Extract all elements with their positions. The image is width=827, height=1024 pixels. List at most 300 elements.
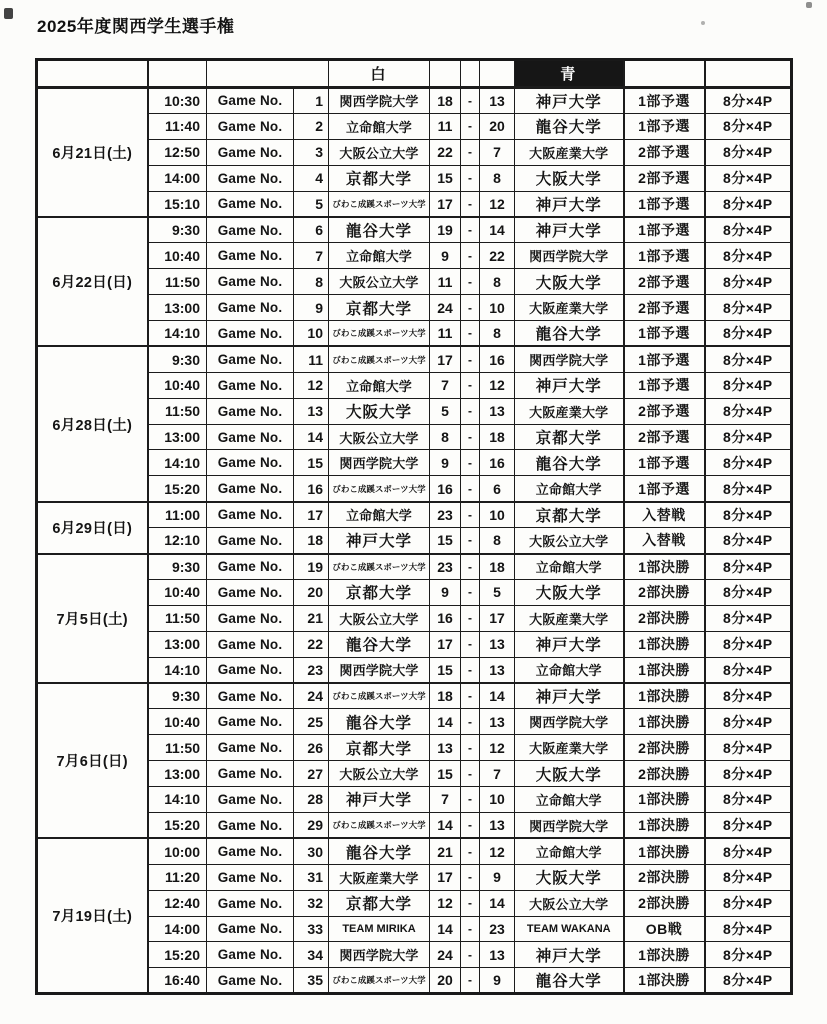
game-no-value: 22 <box>294 631 329 657</box>
blue-score-cell: 13 <box>480 88 515 114</box>
score-separator: - <box>461 787 480 813</box>
game-no-value: 13 <box>294 398 329 424</box>
round-cell: 2部決勝 <box>624 761 705 787</box>
white-score-cell: 17 <box>430 191 461 217</box>
date-cell: 6月22日(日) <box>37 217 148 346</box>
white-score-cell: 15 <box>430 165 461 191</box>
scan-artifact <box>4 8 13 19</box>
score-separator: - <box>461 709 480 735</box>
game-row <box>37 812 792 838</box>
white-team-cell: 関西学院大学 <box>329 450 430 476</box>
format-cell: 8分×4P <box>705 243 792 269</box>
game-row <box>37 631 792 657</box>
game-row <box>37 657 792 683</box>
game-no-value: 9 <box>294 295 329 321</box>
round-cell: 1部予選 <box>624 243 705 269</box>
blue-score-cell: 10 <box>480 295 515 321</box>
game-no-value: 29 <box>294 812 329 838</box>
game-no-value: 20 <box>294 579 329 605</box>
score-separator: - <box>461 631 480 657</box>
date-cell: 7月19日(土) <box>37 838 148 993</box>
game-row <box>37 683 792 709</box>
blue-team-cell: 立命館大学 <box>515 838 624 864</box>
white-team-cell: 京都大学 <box>329 735 430 761</box>
blue-team-cell: 大阪産業大学 <box>515 139 624 165</box>
game-row <box>37 165 792 191</box>
blue-team-cell: 神戸大学 <box>515 191 624 217</box>
white-team-cell: びわこ成蹊スポーツ大学 <box>329 191 430 217</box>
white-score-cell: 17 <box>430 864 461 890</box>
white-score-cell: 17 <box>430 631 461 657</box>
time-cell: 14:10 <box>148 787 207 813</box>
score-separator: - <box>461 735 480 761</box>
score-separator: - <box>461 942 480 968</box>
round-cell: 1部決勝 <box>624 812 705 838</box>
white-score-cell: 11 <box>430 269 461 295</box>
white-score-cell: 24 <box>430 295 461 321</box>
format-cell: 8分×4P <box>705 890 792 916</box>
blue-team-cell: 京都大学 <box>515 502 624 528</box>
format-cell: 8分×4P <box>705 269 792 295</box>
blue-team-cell: 関西学院大学 <box>515 812 624 838</box>
page-title: 2025年度関西学生選手権 <box>37 17 235 36</box>
blue-team-cell: 関西学院大学 <box>515 709 624 735</box>
blue-score-cell: 7 <box>480 139 515 165</box>
format-cell: 8分×4P <box>705 657 792 683</box>
score-separator: - <box>461 113 480 139</box>
game-row <box>37 295 792 321</box>
game-no-value: 28 <box>294 787 329 813</box>
format-cell: 8分×4P <box>705 502 792 528</box>
round-cell: 2部決勝 <box>624 864 705 890</box>
white-team-cell: 立命館大学 <box>329 372 430 398</box>
game-no-label: Game No. <box>207 191 294 217</box>
white-score-column-header <box>430 60 461 88</box>
game-no-label: Game No. <box>207 916 294 942</box>
format-cell: 8分×4P <box>705 942 792 968</box>
white-team-cell: 立命館大学 <box>329 113 430 139</box>
score-separator: - <box>461 88 480 114</box>
score-separator: - <box>461 605 480 631</box>
blue-score-cell: 18 <box>480 554 515 580</box>
time-cell: 14:00 <box>148 165 207 191</box>
round-cell: 入替戦 <box>624 502 705 528</box>
time-cell: 10:00 <box>148 838 207 864</box>
format-cell: 8分×4P <box>705 424 792 450</box>
game-row <box>37 424 792 450</box>
blue-team-cell: 立命館大学 <box>515 787 624 813</box>
white-column-header: 白 <box>329 60 430 88</box>
white-team-cell: 大阪産業大学 <box>329 864 430 890</box>
score-separator-column-header <box>461 60 480 88</box>
white-team-cell: びわこ成蹊スポーツ大学 <box>329 321 430 347</box>
white-team-cell: びわこ成蹊スポーツ大学 <box>329 554 430 580</box>
white-team-cell: びわこ成蹊スポーツ大学 <box>329 968 430 994</box>
white-score-cell: 11 <box>430 113 461 139</box>
blue-score-cell: 12 <box>480 838 515 864</box>
white-score-cell: 21 <box>430 838 461 864</box>
blue-team-cell: 大阪大学 <box>515 579 624 605</box>
score-separator: - <box>461 761 480 787</box>
game-row <box>37 528 792 554</box>
game-no-label: Game No. <box>207 217 294 243</box>
score-separator: - <box>461 372 480 398</box>
blue-team-cell: 神戸大学 <box>515 88 624 114</box>
format-cell: 8分×4P <box>705 372 792 398</box>
score-separator: - <box>461 139 480 165</box>
blue-team-cell: 立命館大学 <box>515 476 624 502</box>
date-cell: 7月6日(日) <box>37 683 148 838</box>
round-cell: 1部予選 <box>624 372 705 398</box>
game-no-label: Game No. <box>207 450 294 476</box>
time-cell: 11:40 <box>148 113 207 139</box>
game-row <box>37 502 792 528</box>
game-no-value: 6 <box>294 217 329 243</box>
game-row <box>37 372 792 398</box>
game-no-label: Game No. <box>207 554 294 580</box>
format-column-header <box>705 60 792 88</box>
time-cell: 11:50 <box>148 398 207 424</box>
game-no-value: 1 <box>294 88 329 114</box>
white-score-cell: 23 <box>430 502 461 528</box>
time-cell: 12:10 <box>148 528 207 554</box>
format-cell: 8分×4P <box>705 450 792 476</box>
round-cell: 1部決勝 <box>624 838 705 864</box>
game-row <box>37 321 792 347</box>
white-score-cell: 22 <box>430 139 461 165</box>
format-cell: 8分×4P <box>705 295 792 321</box>
time-cell: 10:40 <box>148 709 207 735</box>
blue-score-cell: 16 <box>480 346 515 372</box>
score-separator: - <box>461 968 480 994</box>
white-score-cell: 18 <box>430 88 461 114</box>
score-separator: - <box>461 217 480 243</box>
format-cell: 8分×4P <box>705 787 792 813</box>
white-score-cell: 17 <box>430 346 461 372</box>
game-no-value: 35 <box>294 968 329 994</box>
white-team-cell: 関西学院大学 <box>329 942 430 968</box>
time-cell: 13:00 <box>148 424 207 450</box>
time-cell: 14:10 <box>148 657 207 683</box>
game-no-value: 25 <box>294 709 329 735</box>
game-no-value: 10 <box>294 321 329 347</box>
white-team-cell: 関西学院大学 <box>329 657 430 683</box>
round-cell: 2部予選 <box>624 398 705 424</box>
blue-score-cell: 6 <box>480 476 515 502</box>
white-score-cell: 15 <box>430 657 461 683</box>
game-no-label: Game No. <box>207 812 294 838</box>
score-separator: - <box>461 295 480 321</box>
round-cell: 1部決勝 <box>624 554 705 580</box>
game-row <box>37 864 792 890</box>
game-no-label: Game No. <box>207 631 294 657</box>
blue-team-cell: TEAM WAKANA <box>515 916 624 942</box>
blue-team-cell: 立命館大学 <box>515 554 624 580</box>
game-row <box>37 113 792 139</box>
game-no-label: Game No. <box>207 968 294 994</box>
game-no-value: 32 <box>294 890 329 916</box>
game-no-value: 34 <box>294 942 329 968</box>
game-row <box>37 916 792 942</box>
game-row <box>37 269 792 295</box>
white-team-cell: 京都大学 <box>329 890 430 916</box>
white-score-cell: 7 <box>430 787 461 813</box>
blue-score-cell: 13 <box>480 812 515 838</box>
blue-score-column-header <box>480 60 515 88</box>
white-team-cell: 京都大学 <box>329 165 430 191</box>
game-no-label: Game No. <box>207 528 294 554</box>
format-cell: 8分×4P <box>705 968 792 994</box>
game-no-label: Game No. <box>207 398 294 424</box>
game-no-value: 3 <box>294 139 329 165</box>
blue-team-cell: 大阪産業大学 <box>515 605 624 631</box>
game-no-value: 11 <box>294 346 329 372</box>
white-score-cell: 9 <box>430 243 461 269</box>
time-cell: 16:40 <box>148 968 207 994</box>
score-separator: - <box>461 191 480 217</box>
game-no-label: Game No. <box>207 761 294 787</box>
white-team-cell: びわこ成蹊スポーツ大学 <box>329 346 430 372</box>
blue-team-cell: 大阪公立大学 <box>515 528 624 554</box>
white-score-cell: 24 <box>430 942 461 968</box>
blue-team-cell: 大阪大学 <box>515 165 624 191</box>
game-no-label: Game No. <box>207 424 294 450</box>
format-cell: 8分×4P <box>705 735 792 761</box>
time-column-header <box>148 60 207 88</box>
game-no-label: Game No. <box>207 735 294 761</box>
game-no-label: Game No. <box>207 683 294 709</box>
round-cell: 2部決勝 <box>624 890 705 916</box>
blue-team-cell: 大阪大学 <box>515 864 624 890</box>
blue-score-cell: 8 <box>480 269 515 295</box>
game-row <box>37 579 792 605</box>
white-team-cell: 立命館大学 <box>329 502 430 528</box>
white-score-cell: 9 <box>430 579 461 605</box>
game-no-value: 30 <box>294 838 329 864</box>
game-no-label: Game No. <box>207 346 294 372</box>
blue-score-cell: 13 <box>480 398 515 424</box>
blue-score-cell: 7 <box>480 761 515 787</box>
round-cell: 2部決勝 <box>624 579 705 605</box>
game-row <box>37 139 792 165</box>
format-cell: 8分×4P <box>705 554 792 580</box>
blue-score-cell: 8 <box>480 528 515 554</box>
game-no-value: 4 <box>294 165 329 191</box>
white-team-cell: 龍谷大学 <box>329 709 430 735</box>
game-no-value: 24 <box>294 683 329 709</box>
white-team-cell: 龍谷大学 <box>329 838 430 864</box>
game-row <box>37 605 792 631</box>
format-cell: 8分×4P <box>705 605 792 631</box>
white-team-cell: 関西学院大学 <box>329 88 430 114</box>
game-no-label: Game No. <box>207 139 294 165</box>
white-team-cell: 京都大学 <box>329 295 430 321</box>
round-cell: 1部決勝 <box>624 942 705 968</box>
blue-column-header: 青 <box>515 60 624 88</box>
white-score-cell: 15 <box>430 761 461 787</box>
blue-team-cell: 龍谷大学 <box>515 450 624 476</box>
format-cell: 8分×4P <box>705 321 792 347</box>
round-cell: 1部予選 <box>624 217 705 243</box>
format-cell: 8分×4P <box>705 165 792 191</box>
blue-team-cell: 龍谷大学 <box>515 321 624 347</box>
game-row <box>37 709 792 735</box>
game-row <box>37 88 792 114</box>
time-cell: 14:10 <box>148 321 207 347</box>
game-no-value: 18 <box>294 528 329 554</box>
game-no-label: Game No. <box>207 502 294 528</box>
round-cell: 1部予選 <box>624 321 705 347</box>
round-cell: 2部予選 <box>624 424 705 450</box>
round-cell: 1部決勝 <box>624 787 705 813</box>
time-cell: 13:00 <box>148 631 207 657</box>
game-row <box>37 398 792 424</box>
white-team-cell: 大阪公立大学 <box>329 269 430 295</box>
score-separator: - <box>461 683 480 709</box>
date-cell: 6月21日(土) <box>37 88 148 217</box>
game-no-value: 31 <box>294 864 329 890</box>
scan-artifact <box>806 2 812 8</box>
time-cell: 11:50 <box>148 605 207 631</box>
blue-score-cell: 13 <box>480 631 515 657</box>
round-cell: 1部決勝 <box>624 709 705 735</box>
game-no-value: 26 <box>294 735 329 761</box>
score-separator: - <box>461 476 480 502</box>
game-no-value: 17 <box>294 502 329 528</box>
blue-score-cell: 9 <box>480 864 515 890</box>
white-team-cell: びわこ成蹊スポーツ大学 <box>329 812 430 838</box>
score-separator: - <box>461 398 480 424</box>
blue-team-cell: 龍谷大学 <box>515 113 624 139</box>
format-cell: 8分×4P <box>705 191 792 217</box>
score-separator: - <box>461 657 480 683</box>
game-row <box>37 554 792 580</box>
time-cell: 10:40 <box>148 579 207 605</box>
game-no-label: Game No. <box>207 269 294 295</box>
time-cell: 14:10 <box>148 450 207 476</box>
blue-score-cell: 10 <box>480 787 515 813</box>
blue-team-cell: 神戸大学 <box>515 217 624 243</box>
time-cell: 9:30 <box>148 217 207 243</box>
blue-team-cell: 大阪産業大学 <box>515 735 624 761</box>
white-score-cell: 14 <box>430 812 461 838</box>
blue-team-cell: 龍谷大学 <box>515 968 624 994</box>
game-no-label: Game No. <box>207 113 294 139</box>
white-score-cell: 8 <box>430 424 461 450</box>
game-row <box>37 217 792 243</box>
date-cell: 7月5日(土) <box>37 554 148 683</box>
white-score-cell: 14 <box>430 709 461 735</box>
game-no-label: Game No. <box>207 372 294 398</box>
game-no-value: 19 <box>294 554 329 580</box>
white-score-cell: 9 <box>430 450 461 476</box>
blue-team-cell: 立命館大学 <box>515 657 624 683</box>
white-score-cell: 19 <box>430 217 461 243</box>
blue-score-cell: 13 <box>480 709 515 735</box>
round-cell: 1部決勝 <box>624 657 705 683</box>
header-row <box>37 60 792 88</box>
format-cell: 8分×4P <box>705 88 792 114</box>
game-row <box>37 787 792 813</box>
white-team-cell: 京都大学 <box>329 579 430 605</box>
game-row <box>37 942 792 968</box>
round-cell: 2部予選 <box>624 165 705 191</box>
blue-team-cell: 神戸大学 <box>515 683 624 709</box>
game-row <box>37 191 792 217</box>
time-cell: 13:00 <box>148 761 207 787</box>
game-no-value: 8 <box>294 269 329 295</box>
format-cell: 8分×4P <box>705 398 792 424</box>
format-cell: 8分×4P <box>705 631 792 657</box>
white-team-cell: TEAM MIRIKA <box>329 916 430 942</box>
score-separator: - <box>461 812 480 838</box>
round-column-header <box>624 60 705 88</box>
game-no-label: Game No. <box>207 243 294 269</box>
game-no-label: Game No. <box>207 295 294 321</box>
date-column-header <box>37 60 148 88</box>
score-separator: - <box>461 165 480 191</box>
schedule-table <box>35 58 793 995</box>
white-team-cell: びわこ成蹊スポーツ大学 <box>329 476 430 502</box>
blue-team-cell: 関西学院大学 <box>515 346 624 372</box>
time-cell: 14:00 <box>148 916 207 942</box>
blue-team-cell: 大阪公立大学 <box>515 890 624 916</box>
blue-score-cell: 13 <box>480 657 515 683</box>
white-score-cell: 23 <box>430 554 461 580</box>
game-no-label: Game No. <box>207 605 294 631</box>
score-separator: - <box>461 554 480 580</box>
game-no-label: Game No. <box>207 579 294 605</box>
game-no-value: 15 <box>294 450 329 476</box>
game-no-value: 5 <box>294 191 329 217</box>
score-separator: - <box>461 450 480 476</box>
format-cell: 8分×4P <box>705 528 792 554</box>
white-score-cell: 16 <box>430 476 461 502</box>
scan-artifact <box>701 21 705 25</box>
white-team-cell: 大阪公立大学 <box>329 139 430 165</box>
time-cell: 15:20 <box>148 812 207 838</box>
game-row <box>37 346 792 372</box>
score-separator: - <box>461 579 480 605</box>
game-no-label: Game No. <box>207 838 294 864</box>
round-cell: 1部決勝 <box>624 968 705 994</box>
round-cell: 2部決勝 <box>624 735 705 761</box>
time-cell: 11:50 <box>148 735 207 761</box>
game-no-column-header <box>207 60 329 88</box>
round-cell: 1部決勝 <box>624 683 705 709</box>
blue-score-cell: 14 <box>480 217 515 243</box>
game-no-value: 12 <box>294 372 329 398</box>
blue-score-cell: 10 <box>480 502 515 528</box>
time-cell: 10:30 <box>148 88 207 114</box>
date-cell: 6月28日(土) <box>37 346 148 501</box>
format-cell: 8分×4P <box>705 113 792 139</box>
blue-team-cell: 大阪大学 <box>515 761 624 787</box>
game-no-label: Game No. <box>207 657 294 683</box>
round-cell: 2部決勝 <box>624 605 705 631</box>
format-cell: 8分×4P <box>705 864 792 890</box>
blue-score-cell: 5 <box>480 579 515 605</box>
game-row <box>37 243 792 269</box>
game-no-value: 7 <box>294 243 329 269</box>
format-cell: 8分×4P <box>705 217 792 243</box>
format-cell: 8分×4P <box>705 346 792 372</box>
round-cell: 1部予選 <box>624 113 705 139</box>
game-no-value: 23 <box>294 657 329 683</box>
blue-team-cell: 神戸大学 <box>515 372 624 398</box>
blue-score-cell: 16 <box>480 450 515 476</box>
white-team-cell: 大阪公立大学 <box>329 605 430 631</box>
